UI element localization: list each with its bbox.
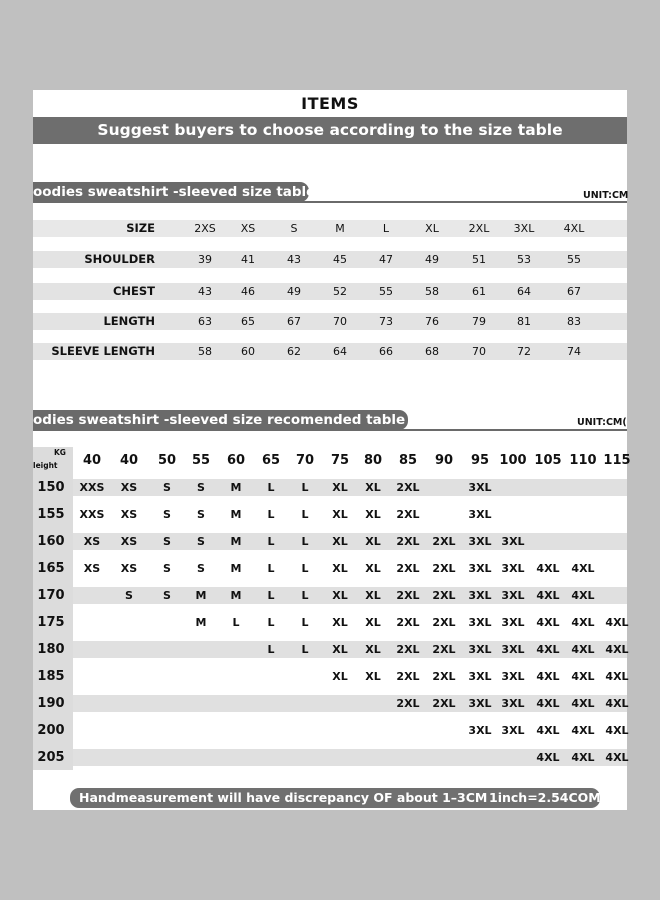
- recommended-size-cell: 4XL: [536, 697, 560, 710]
- recommended-size-cell: 3XL: [501, 670, 525, 683]
- recommended-size-cell: 2XL: [432, 589, 456, 602]
- size-table-tab: oodies sweatshirt -sleeved size table: [33, 184, 316, 200]
- size-cell: 58: [198, 345, 212, 358]
- weight-header: 65: [261, 453, 281, 468]
- recommended-size-cell: XL: [365, 481, 381, 494]
- recommended-size-cell: 3XL: [468, 562, 492, 575]
- size-cell: 51: [472, 253, 486, 266]
- recommended-size-cell: 3XL: [468, 643, 492, 656]
- recommend-table-row: [73, 533, 627, 550]
- recommended-size-cell: M: [230, 562, 242, 575]
- size-cell: 66: [379, 345, 393, 358]
- size-cell: XL: [425, 222, 439, 235]
- recommended-size-cell: L: [267, 616, 275, 629]
- size-cell: 46: [241, 285, 255, 298]
- size-cell: 45: [333, 253, 347, 266]
- height-value: 160: [37, 534, 65, 549]
- size-cell: 72: [517, 345, 531, 358]
- recommended-size-cell: XS: [120, 481, 138, 494]
- recommended-size-cell: L: [267, 535, 275, 548]
- size-cell: 76: [425, 315, 439, 328]
- size-cell: XS: [240, 222, 256, 235]
- recommend-table-row: [73, 506, 627, 523]
- recommend-table-row: [73, 695, 627, 712]
- recommended-size-cell: XL: [332, 535, 348, 548]
- recommended-size-cell: M: [230, 481, 242, 494]
- weight-header: 60: [226, 453, 246, 468]
- recommended-size-cell: 3XL: [468, 589, 492, 602]
- footer-discrepancy-note: Handmeasurement will have discrepancy OF about 1–3CM: [79, 790, 488, 805]
- recommended-size-cell: 3XL: [501, 562, 525, 575]
- recommended-size-cell: 4XL: [605, 751, 629, 764]
- size-table-row: [33, 283, 627, 300]
- weight-header: 115: [603, 453, 631, 468]
- recommended-size-cell: 3XL: [501, 535, 525, 548]
- recommended-size-cell: 2XL: [396, 589, 420, 602]
- size-cell: 83: [567, 315, 581, 328]
- size-cell: 64: [517, 285, 531, 298]
- recommended-size-cell: 3XL: [468, 508, 492, 521]
- recommended-size-cell: S: [197, 562, 205, 575]
- recommended-size-cell: 4XL: [571, 562, 595, 575]
- weight-header: 50: [157, 453, 177, 468]
- recommended-size-cell: 2XL: [432, 616, 456, 629]
- weight-header: 80: [363, 453, 383, 468]
- size-cell: 55: [379, 285, 393, 298]
- recommended-size-cell: 4XL: [571, 643, 595, 656]
- size-row-label: SIZE: [126, 221, 155, 235]
- recommend-table-row: [73, 587, 627, 604]
- recommended-size-cell: S: [197, 535, 205, 548]
- size-cell: 58: [425, 285, 439, 298]
- recommend-table-tab: odies sweatshirt -sleeved size recomended table: [33, 410, 408, 430]
- size-row-label: SLEEVE LENGTH: [51, 344, 155, 358]
- size-cell: 67: [567, 285, 581, 298]
- size-cell: 4XL: [563, 222, 585, 235]
- recommended-size-cell: 4XL: [536, 562, 560, 575]
- recommended-size-cell: L: [301, 562, 309, 575]
- recommended-size-cell: XL: [365, 589, 381, 602]
- size-cell: 43: [198, 285, 212, 298]
- recommended-size-cell: 2XL: [396, 535, 420, 548]
- recommended-size-cell: XL: [365, 508, 381, 521]
- weight-header: 40: [82, 453, 102, 468]
- size-cell: 64: [333, 345, 347, 358]
- recommended-size-cell: M: [230, 589, 242, 602]
- recommended-size-cell: L: [267, 589, 275, 602]
- recommended-size-cell: XS: [120, 535, 138, 548]
- recommend-table-row: [73, 614, 627, 631]
- recommended-size-cell: 4XL: [571, 724, 595, 737]
- height-value: 175: [37, 615, 65, 630]
- recommended-size-cell: L: [301, 535, 309, 548]
- height-value: 155: [37, 507, 65, 522]
- height-value: 200: [37, 723, 65, 738]
- recommended-size-cell: XL: [332, 589, 348, 602]
- recommended-size-cell: XS: [120, 508, 138, 521]
- recommend-table-row: [73, 668, 627, 685]
- size-cell: 41: [241, 253, 255, 266]
- recommended-size-cell: 3XL: [468, 535, 492, 548]
- recommended-size-cell: L: [301, 589, 309, 602]
- recommended-size-cell: XXS: [79, 481, 105, 494]
- height-value: 150: [37, 480, 65, 495]
- weight-header: 110: [569, 453, 597, 468]
- recommended-size-cell: XL: [365, 616, 381, 629]
- size-cell: 62: [287, 345, 301, 358]
- recommended-size-cell: 2XL: [432, 643, 456, 656]
- recommended-size-cell: L: [301, 616, 309, 629]
- weight-header: 90: [434, 453, 454, 468]
- recommended-size-cell: 2XL: [396, 481, 420, 494]
- recommended-size-cell: 2XL: [432, 670, 456, 683]
- recommended-size-cell: XL: [332, 643, 348, 656]
- recommended-size-cell: 4XL: [605, 697, 629, 710]
- recommend-table-row: [73, 560, 627, 577]
- recommended-size-cell: XL: [332, 616, 348, 629]
- recommended-size-cell: 3XL: [501, 616, 525, 629]
- recommended-size-cell: M: [195, 616, 207, 629]
- size-cell: 2XL: [468, 222, 490, 235]
- footer-note-bar: [70, 788, 600, 808]
- weight-axis-label: KG: [54, 448, 66, 457]
- size-row-label: CHEST: [112, 284, 155, 298]
- size-cell: 3XL: [513, 222, 535, 235]
- recommended-size-cell: XS: [83, 535, 101, 548]
- recommended-size-cell: S: [197, 508, 205, 521]
- size-cell: 63: [198, 315, 212, 328]
- recommended-size-cell: S: [197, 481, 205, 494]
- size-cell: 65: [241, 315, 255, 328]
- recommended-size-cell: XL: [365, 562, 381, 575]
- height-value: 180: [37, 642, 65, 657]
- size-cell: 49: [287, 285, 301, 298]
- recommend-table-row: [73, 749, 627, 766]
- recommended-size-cell: 4XL: [571, 751, 595, 764]
- size-cell: 53: [517, 253, 531, 266]
- recommended-size-cell: 2XL: [432, 535, 456, 548]
- size-cell: 47: [379, 253, 393, 266]
- recommended-size-cell: L: [267, 481, 275, 494]
- recommended-size-cell: 2XL: [396, 562, 420, 575]
- size-cell: 2XS: [194, 222, 216, 235]
- height-axis-label: leight: [33, 461, 58, 470]
- recommended-size-cell: 3XL: [468, 481, 492, 494]
- recommended-size-cell: 4XL: [536, 589, 560, 602]
- recommended-size-cell: 4XL: [605, 670, 629, 683]
- size-cell: M: [335, 222, 345, 235]
- recommended-size-cell: M: [195, 589, 207, 602]
- size-cell: 39: [198, 253, 212, 266]
- size-cell: 73: [379, 315, 393, 328]
- recommend-table-row: [73, 479, 627, 496]
- recommended-size-cell: S: [163, 589, 171, 602]
- recommended-size-cell: 2XL: [396, 508, 420, 521]
- size-cell: 60: [241, 345, 255, 358]
- recommended-size-cell: 3XL: [468, 697, 492, 710]
- suggestion-banner: Suggest buyers to choose according to the size table: [33, 117, 627, 144]
- size-table-row: [33, 313, 627, 330]
- size-row-label: SHOULDER: [84, 252, 155, 266]
- recommended-size-cell: 4XL: [536, 670, 560, 683]
- recommended-size-cell: XL: [365, 670, 381, 683]
- recommended-size-cell: L: [301, 643, 309, 656]
- recommended-size-cell: 3XL: [468, 724, 492, 737]
- recommended-size-cell: L: [301, 481, 309, 494]
- recommended-size-cell: 4XL: [605, 616, 629, 629]
- recommended-size-cell: S: [163, 481, 171, 494]
- page-title: ITEMS: [301, 94, 359, 113]
- recommended-size-cell: 3XL: [501, 643, 525, 656]
- recommend-table-row: [73, 641, 627, 658]
- recommended-size-cell: 2XL: [432, 562, 456, 575]
- height-value: 205: [37, 750, 65, 765]
- size-table-row: [33, 251, 627, 268]
- weight-header: 70: [295, 453, 315, 468]
- size-cell: 55: [567, 253, 581, 266]
- size-cell: 81: [517, 315, 531, 328]
- recommended-size-cell: M: [230, 508, 242, 521]
- weight-header: 85: [398, 453, 418, 468]
- recommended-size-cell: S: [163, 508, 171, 521]
- recommended-size-cell: 2XL: [396, 616, 420, 629]
- recommended-size-cell: L: [267, 508, 275, 521]
- recommended-size-cell: 4XL: [536, 724, 560, 737]
- recommended-size-cell: XL: [365, 643, 381, 656]
- footer-conversion: 1inch=2.54COM: [489, 790, 601, 805]
- size-table-row: [33, 220, 627, 237]
- recommended-size-cell: 3XL: [468, 616, 492, 629]
- recommended-size-cell: XL: [332, 562, 348, 575]
- weight-header: 105: [534, 453, 562, 468]
- size-table-unit: UNIT:CM: [583, 190, 629, 201]
- size-cell: 70: [472, 345, 486, 358]
- recommended-size-cell: 3XL: [501, 697, 525, 710]
- recommend-table-divider: [33, 429, 627, 431]
- recommended-size-cell: 4XL: [571, 589, 595, 602]
- recommended-size-cell: L: [301, 508, 309, 521]
- weight-header: 100: [499, 453, 527, 468]
- recommended-size-cell: 4XL: [571, 697, 595, 710]
- size-cell: 49: [425, 253, 439, 266]
- recommended-size-cell: S: [163, 535, 171, 548]
- size-chart-sheet: [33, 90, 631, 810]
- size-cell: 70: [333, 315, 347, 328]
- recommended-size-cell: XL: [332, 481, 348, 494]
- height-value: 190: [37, 696, 65, 711]
- size-table-divider: [33, 201, 627, 203]
- size-cell: 67: [287, 315, 301, 328]
- recommended-size-cell: XL: [365, 535, 381, 548]
- recommended-size-cell: 4XL: [571, 616, 595, 629]
- recommended-size-cell: L: [267, 562, 275, 575]
- recommend-table-row: [73, 722, 627, 739]
- recommended-size-cell: 2XL: [432, 697, 456, 710]
- recommended-size-cell: 4XL: [536, 751, 560, 764]
- recommended-size-cell: 4XL: [605, 724, 629, 737]
- size-row-label: LENGTH: [103, 314, 155, 328]
- recommended-size-cell: 2XL: [396, 643, 420, 656]
- recommended-size-cell: 4XL: [571, 670, 595, 683]
- height-value: 170: [37, 588, 65, 603]
- size-cell: 74: [567, 345, 581, 358]
- size-cell: L: [382, 222, 390, 235]
- size-table-row: [33, 343, 627, 360]
- recommended-size-cell: S: [163, 562, 171, 575]
- recommend-table-unit: UNIT:CM(: [577, 417, 627, 428]
- recommended-size-cell: 2XL: [396, 670, 420, 683]
- weight-header: 95: [470, 453, 490, 468]
- weight-header: 55: [191, 453, 211, 468]
- recommended-size-cell: 4XL: [536, 643, 560, 656]
- recommended-size-cell: S: [125, 589, 133, 602]
- recommended-size-cell: XL: [332, 670, 348, 683]
- recommended-size-cell: XS: [120, 562, 138, 575]
- weight-header: 75: [330, 453, 350, 468]
- size-cell: 52: [333, 285, 347, 298]
- size-cell: 43: [287, 253, 301, 266]
- recommended-size-cell: XS: [83, 562, 101, 575]
- recommended-size-cell: 4XL: [536, 616, 560, 629]
- recommended-size-cell: 3XL: [468, 670, 492, 683]
- size-cell: 61: [472, 285, 486, 298]
- size-cell: S: [290, 222, 298, 235]
- recommended-size-cell: 2XL: [396, 697, 420, 710]
- size-cell: 79: [472, 315, 486, 328]
- height-value: 185: [37, 669, 65, 684]
- weight-header: 40: [119, 453, 139, 468]
- recommended-size-cell: 3XL: [501, 589, 525, 602]
- recommended-size-cell: L: [232, 616, 240, 629]
- recommended-size-cell: XXS: [79, 508, 105, 521]
- height-value: 165: [37, 561, 65, 576]
- recommended-size-cell: 3XL: [501, 724, 525, 737]
- recommended-size-cell: 4XL: [605, 643, 629, 656]
- recommended-size-cell: XL: [332, 508, 348, 521]
- recommended-size-cell: M: [230, 535, 242, 548]
- recommended-size-cell: L: [267, 643, 275, 656]
- size-cell: 68: [425, 345, 439, 358]
